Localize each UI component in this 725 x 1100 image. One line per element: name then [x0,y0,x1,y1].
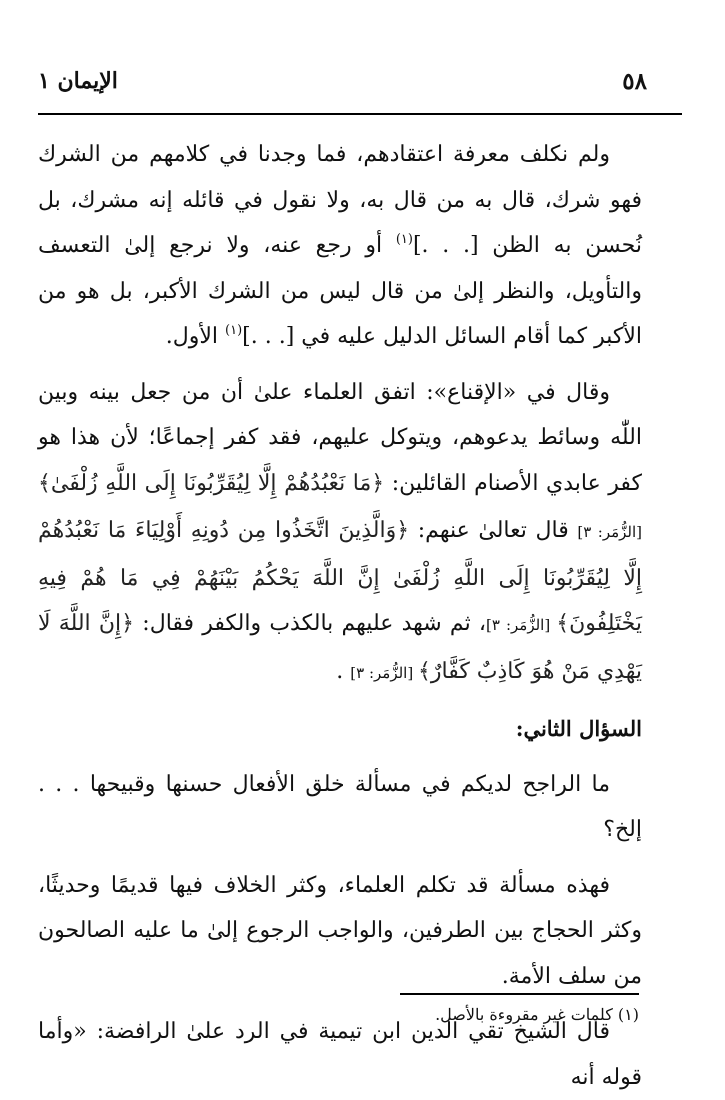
paragraph-gap [38,853,642,863]
paragraph-2-text-b: قال تعالىٰ عنهم: [409,518,578,543]
paragraph-2-text-c: ، ثم شهد عليهم بالكذب والكفر فقال: [134,611,487,636]
paragraph-3: فهذه مسألة قد تكلم العلماء، وكثر الخلاف فيها قديمًا وحديثًا، وكثر الحجاج بين الطرفين، والواجب الرجوع إلىٰ ما عليه الصالحون من سلف الأمة. [38,872,642,989]
paragraph-1-text-b: أو رجع عنه، ولا نرجع إلىٰ التعسف والتأويل، والنظر إلىٰ من قال ليس من الشرك الأكبر، بل هو من الأكبر كما أقام السائل الدليل عليه في [. . .] [38,233,642,349]
footnote-marker: (١) [395,232,413,247]
paragraph-gap [38,752,642,762]
page-body [38,132,642,1100]
paragraph-2 [38,370,642,697]
paragraph-gap [38,360,642,370]
verse-reference: [الزُّمَر: ٣] [486,616,557,634]
header-divider [38,113,682,115]
verse-reference: [الزُّمَر: ٣] [350,663,418,682]
paragraph-1-text-c: الأول. [165,324,226,349]
running-title: الإيمان ١ [38,68,118,94]
footnote-marker: (١) [225,323,243,338]
footnote: (١) كلمات غير مقروءة بالأصل. [435,1005,639,1024]
page-number: ٥٨ [622,68,647,95]
quran-quote: ﴿وَالَّذِينَ اتَّخَذُوا مِن دُونِهِ أَوْلِيَاءَ مَا نَعْبُدُهُمْ إِلَّا لِيُقَرِّبُونَا إِلَى اللَّهِ زُلْفَىٰ إِنَّ اللَّهَ يَحْكُمُ بَيْنَهُمْ فِي مَا هُمْ فِيهِ يَخْتَلِفُونَ﴾ [38,518,642,636]
verse-reference: [الزُّمَر: ٣] [577,523,643,541]
paragraph-2-text-d: . [336,658,351,684]
paragraph-4: قال الشيخ تقي الدين ابن تيمية في الرد علىٰ الرافضة: «وأما قوله أنه [38,1019,642,1090]
paragraph-gap [38,696,642,706]
question-text: ما الراجح لديكم في مسألة خلق الأفعال حسنها وقبيحها . . . إلخ؟ [38,771,642,842]
paragraph-2-text-a: وقال في «الإقناع»: اتفق العلماء علىٰ أن من جعل بينه وبين اللّٰه وسائط يدعوهم، ويتوكل عليهم، فقد كفر إجماعًا؛ لأن هذا هو كفر عابدي الأصنام القائلين: [38,379,642,496]
paragraph-1 [38,132,642,360]
footnote-divider [400,993,639,995]
paragraph-1-text-a: ولم نكلف معرفة اعتقادهم، فما وجدنا في كلامهم من الشرك فهو شرك، قال به من قال به، ولا نقول في قائله إنه مشرك، بل نُحسن به الظن [. . .] [38,142,642,258]
section-heading: السؤال الثاني: [515,716,642,741]
quran-quote: ﴿إِنَّ اللَّهَ لَا يَهْدِي مَنْ هُوَ كَاذِبٌ كَفَّارٌ﴾ [38,611,642,684]
quran-quote: ﴿مَا نَعْبُدُهُمْ إِلَّا لِيُقَرِّبُونَا إِلَى اللَّهِ زُلْفَىٰ﴾ [38,470,385,496]
